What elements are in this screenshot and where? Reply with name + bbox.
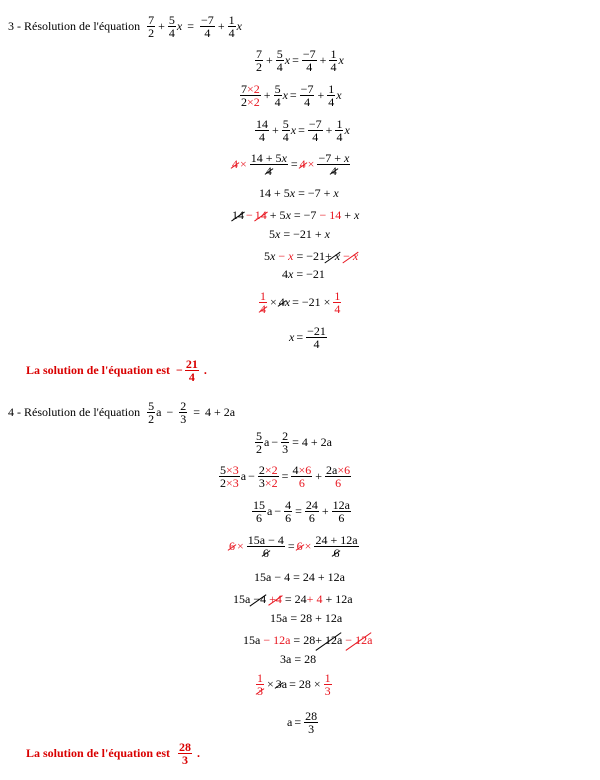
ex4-step-9: 3a = 28 [280, 652, 317, 666]
ex4-step-4: 6 × $\frac{15a - 4}{6}$ = 6 × $\frac{24 + 12a}{6}$ [229, 533, 358, 560]
ex4-step-6: 15a −4 +4 = 24 + 4 + 12a [233, 592, 353, 606]
ex3-step-5: 14 + 5x = −7 + x [259, 186, 339, 200]
ex4-solution-text: La solution de l'équation est [26, 746, 171, 760]
ex4-step-8: 15a − 12a = 28 + 12a − 12a [243, 633, 373, 647]
ex4-solution: La solution de l'équation est 28 3 . [26, 740, 201, 767]
ex4-heading-equation: 5 2 a − $\frac{2}{3}$ = 4 + 2a [148, 399, 236, 426]
ex3-step-11: x = $\frac{-21}{4}$ [289, 324, 326, 351]
ex4-step-5: 15a − 4 = 24 + 12a [254, 570, 345, 584]
ex4-heading-line [8, 400, 235, 425]
ex3-step-7: 5x = −21 + x [269, 227, 330, 241]
ex3-step-10: $\frac{1}{4}$ × 4 x = −21 × $\frac{1}{4}$ [260, 289, 341, 316]
ex3-step-3: 14 4 + $\frac{5}{4}$ x = $\frac{-7}{4}$ + $\frac{1}{4}$ x [256, 117, 350, 144]
ex4-step-7: 15a = 28 + 12a [270, 611, 343, 625]
ex4-step-1: 5 2 a − $\frac{2}{3}$ = 4 + 2a [256, 429, 332, 456]
ex3-solution-sign: − [176, 363, 183, 377]
ex3-solution: La solution de l'équation est − $\frac{21}{4}$ . [26, 357, 207, 384]
ex4-step-10: $\frac{1}{3}$ × 3 a = 28 × $\frac{1}{3}$ [257, 671, 331, 698]
ex3-solution-text: La solution de l'équation est [26, 363, 171, 377]
ex3-step-4: 4 × $\frac{14 + 5x}{4}$ = 4 × $\frac{-7 + x}{4}$ [232, 151, 350, 178]
ex3-step-2: 7×2 2×2 + $\frac{5}{4}$ x = $\frac{-7}{4}$ + $\frac{1}{4}$ x [241, 82, 342, 109]
ex3-heading-equation: 7 2 + $\frac{5}{4}$ x = $\frac{-7}{4}$ + $\frac{1}{4}$ x [148, 13, 242, 40]
ex4-step-3: 15 6 a − $\frac{4}{6}$ = $\frac{24}{6}$ + $\frac{12a}{6}$ [253, 498, 350, 525]
ex3-heading: 3 - Résolution de l'équation [8, 19, 141, 33]
ex4-step-2: 5×3 2×3 a − $\frac{2\times 2}{3\times 2}$ = $\frac{4\times 6}{6}$ + $\frac{2a\times 6}{6}$ [220, 463, 351, 490]
ex3-step-1: 7 2 + $\frac{5}{4}$ x = $\frac{-7}{4}$ + $\frac{1}{4}$ x [256, 47, 344, 74]
ex3-step-9: 4x = −21 [282, 267, 325, 281]
ex4-heading: 4 - Résolution de l'équation [8, 405, 141, 419]
ex3-solution-value: $\frac{21}{4}$ [185, 357, 198, 384]
ex4-step-11: a = $\frac{28}{3}$ [287, 709, 318, 736]
ex3-heading-line [8, 14, 242, 39]
ex3-step-6: 14 − 14 + 5x = −7 − 14 + x [232, 208, 360, 222]
ex3-step-8: 5x − x = −21 + x − x [264, 249, 359, 263]
ex4-solution-value: 28 3 [179, 740, 192, 767]
